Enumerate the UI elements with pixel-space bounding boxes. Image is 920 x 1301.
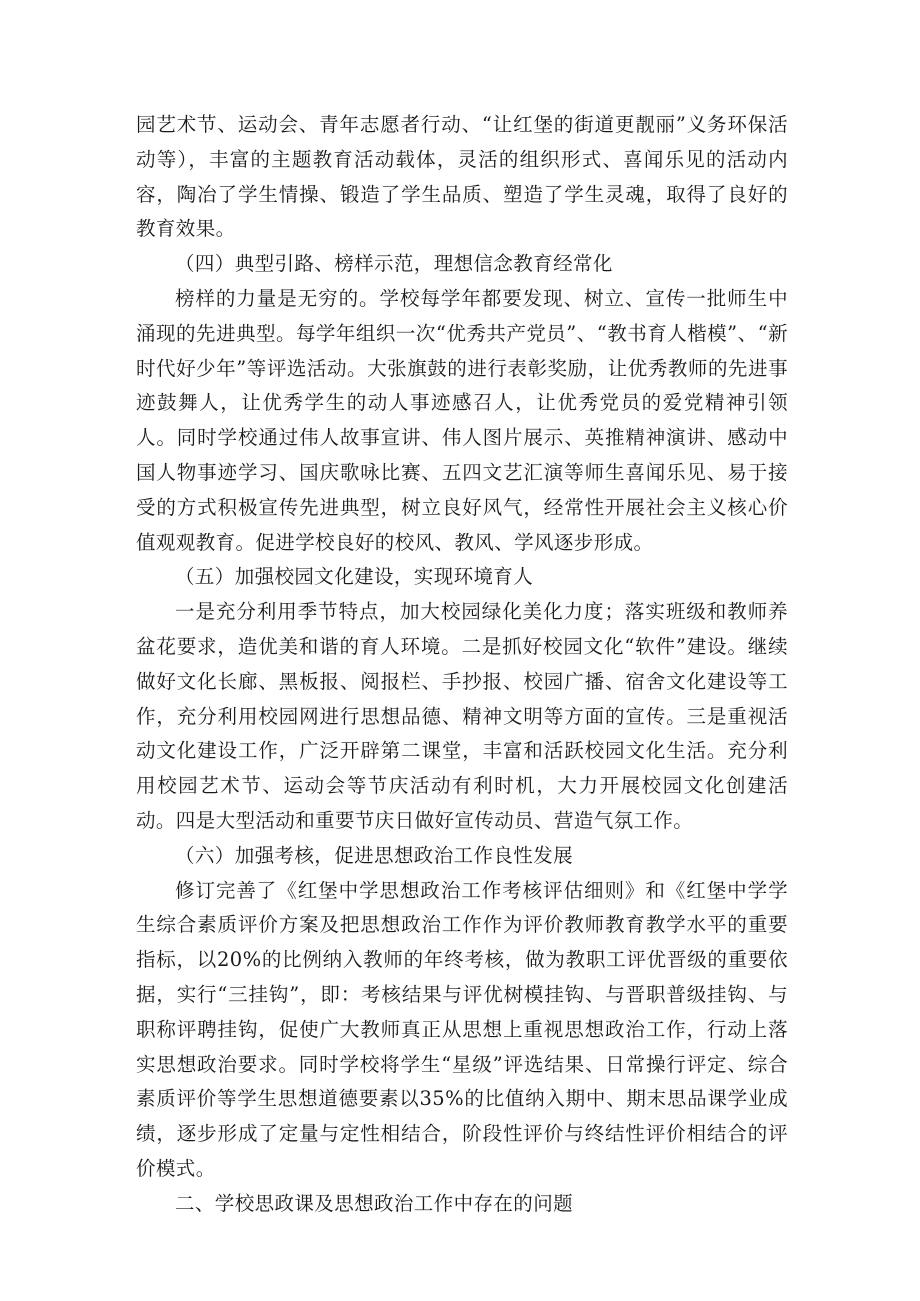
section-heading-5: （五）加强校园文化建设，实现环境育人 <box>175 565 534 589</box>
paragraph-campus-culture: 一是充分利用季节特点，加大校园绿化美化力度；落实班级和教师养盆花要求，造优美和谐的育人环境。二是抓好校园文化“软件”建设。继续做好文化长廊、黑板报、阅报栏、手抄报、校园广播、宿舍文化建设等工作，充分利用校园网进行思想品德、精神文明等方面的宣传。三是重视活动文化建设工作，广泛开辟第二课堂，丰富和活跃校园文化生活。充分利用校园艺术节、运动会等节庆活动有利时机，大力开展校园文化创建活动。四是大型活动和重要节庆日做好宣传动员、营造气氛工作。 <box>136 600 788 832</box>
section-heading-4: （四）典型引路、榜样示范，理想信念教育经常化 <box>175 252 613 276</box>
section-heading-problems: 二、学校思政课及思想政治工作中存在的问题 <box>175 1191 574 1215</box>
paragraph-continuation: 园艺术节、运动会、青年志愿者行动、“让红堡的街道更靓丽”义务环保活动等），丰富的主题教育活动载体，灵活的组织形式、喜闻乐见的活动内容，陶冶了学生情操、锻造了学生品质、塑造了学生灵魂，取得了良好的教育效果。 <box>136 113 788 241</box>
section-heading-6: （六）加强考核，促进思想政治工作良性发展 <box>175 843 574 867</box>
paragraph-assessment: 修订完善了《红堡中学思想政治工作考核评估细则》和《红堡中学学生综合素质评价方案及把思想政治工作作为评价教师教育教学水平的重要指标，以20%的比例纳入教师的年终考核，做为教职工评优晋级的重要依据，实行“三挂钩”，即：考核结果与评优树模挂钩、与晋职普级挂钩、与职称评聘挂钩，促使广大教师真正从思想上重视思想政治工作，行动上落实思想政治要求。同时学校将学生“星级”评选结果、日常操行评定、综合素质评价等学生思想道德要素以35%的比值纳入期中、期末思品课学业成绩，逐步形成了定量与定性相结合，阶段性评价与终结性评价相结合的评价模式。 <box>136 878 788 1180</box>
paragraph-role-models: 榜样的力量是无穷的。学校每学年都要发现、树立、宣传一批师生中涌现的先进典型。每学年组织一次“优秀共产党员”、“教书育人楷模”、“新时代好少年”等评选活动。大张旗鼓的进行表彰奖励，让优秀教师的先进事迹鼓舞人，让优秀学生的动人事迹感召人，让优秀党员的爱党精神引领人。同时学校通过伟人故事宣讲、伟人图片展示、英推精神演讲、感动中国人物事迹学习、国庆歌咏比赛、五四文艺汇演等师生喜闻乐见、易于接受的方式积极宣传先进典型，树立良好风气，经常性开展社会主义核心价值观观教育。促进学校良好的校风、教风、学风逐步形成。 <box>136 286 788 554</box>
document-page <box>136 108 788 1222</box>
